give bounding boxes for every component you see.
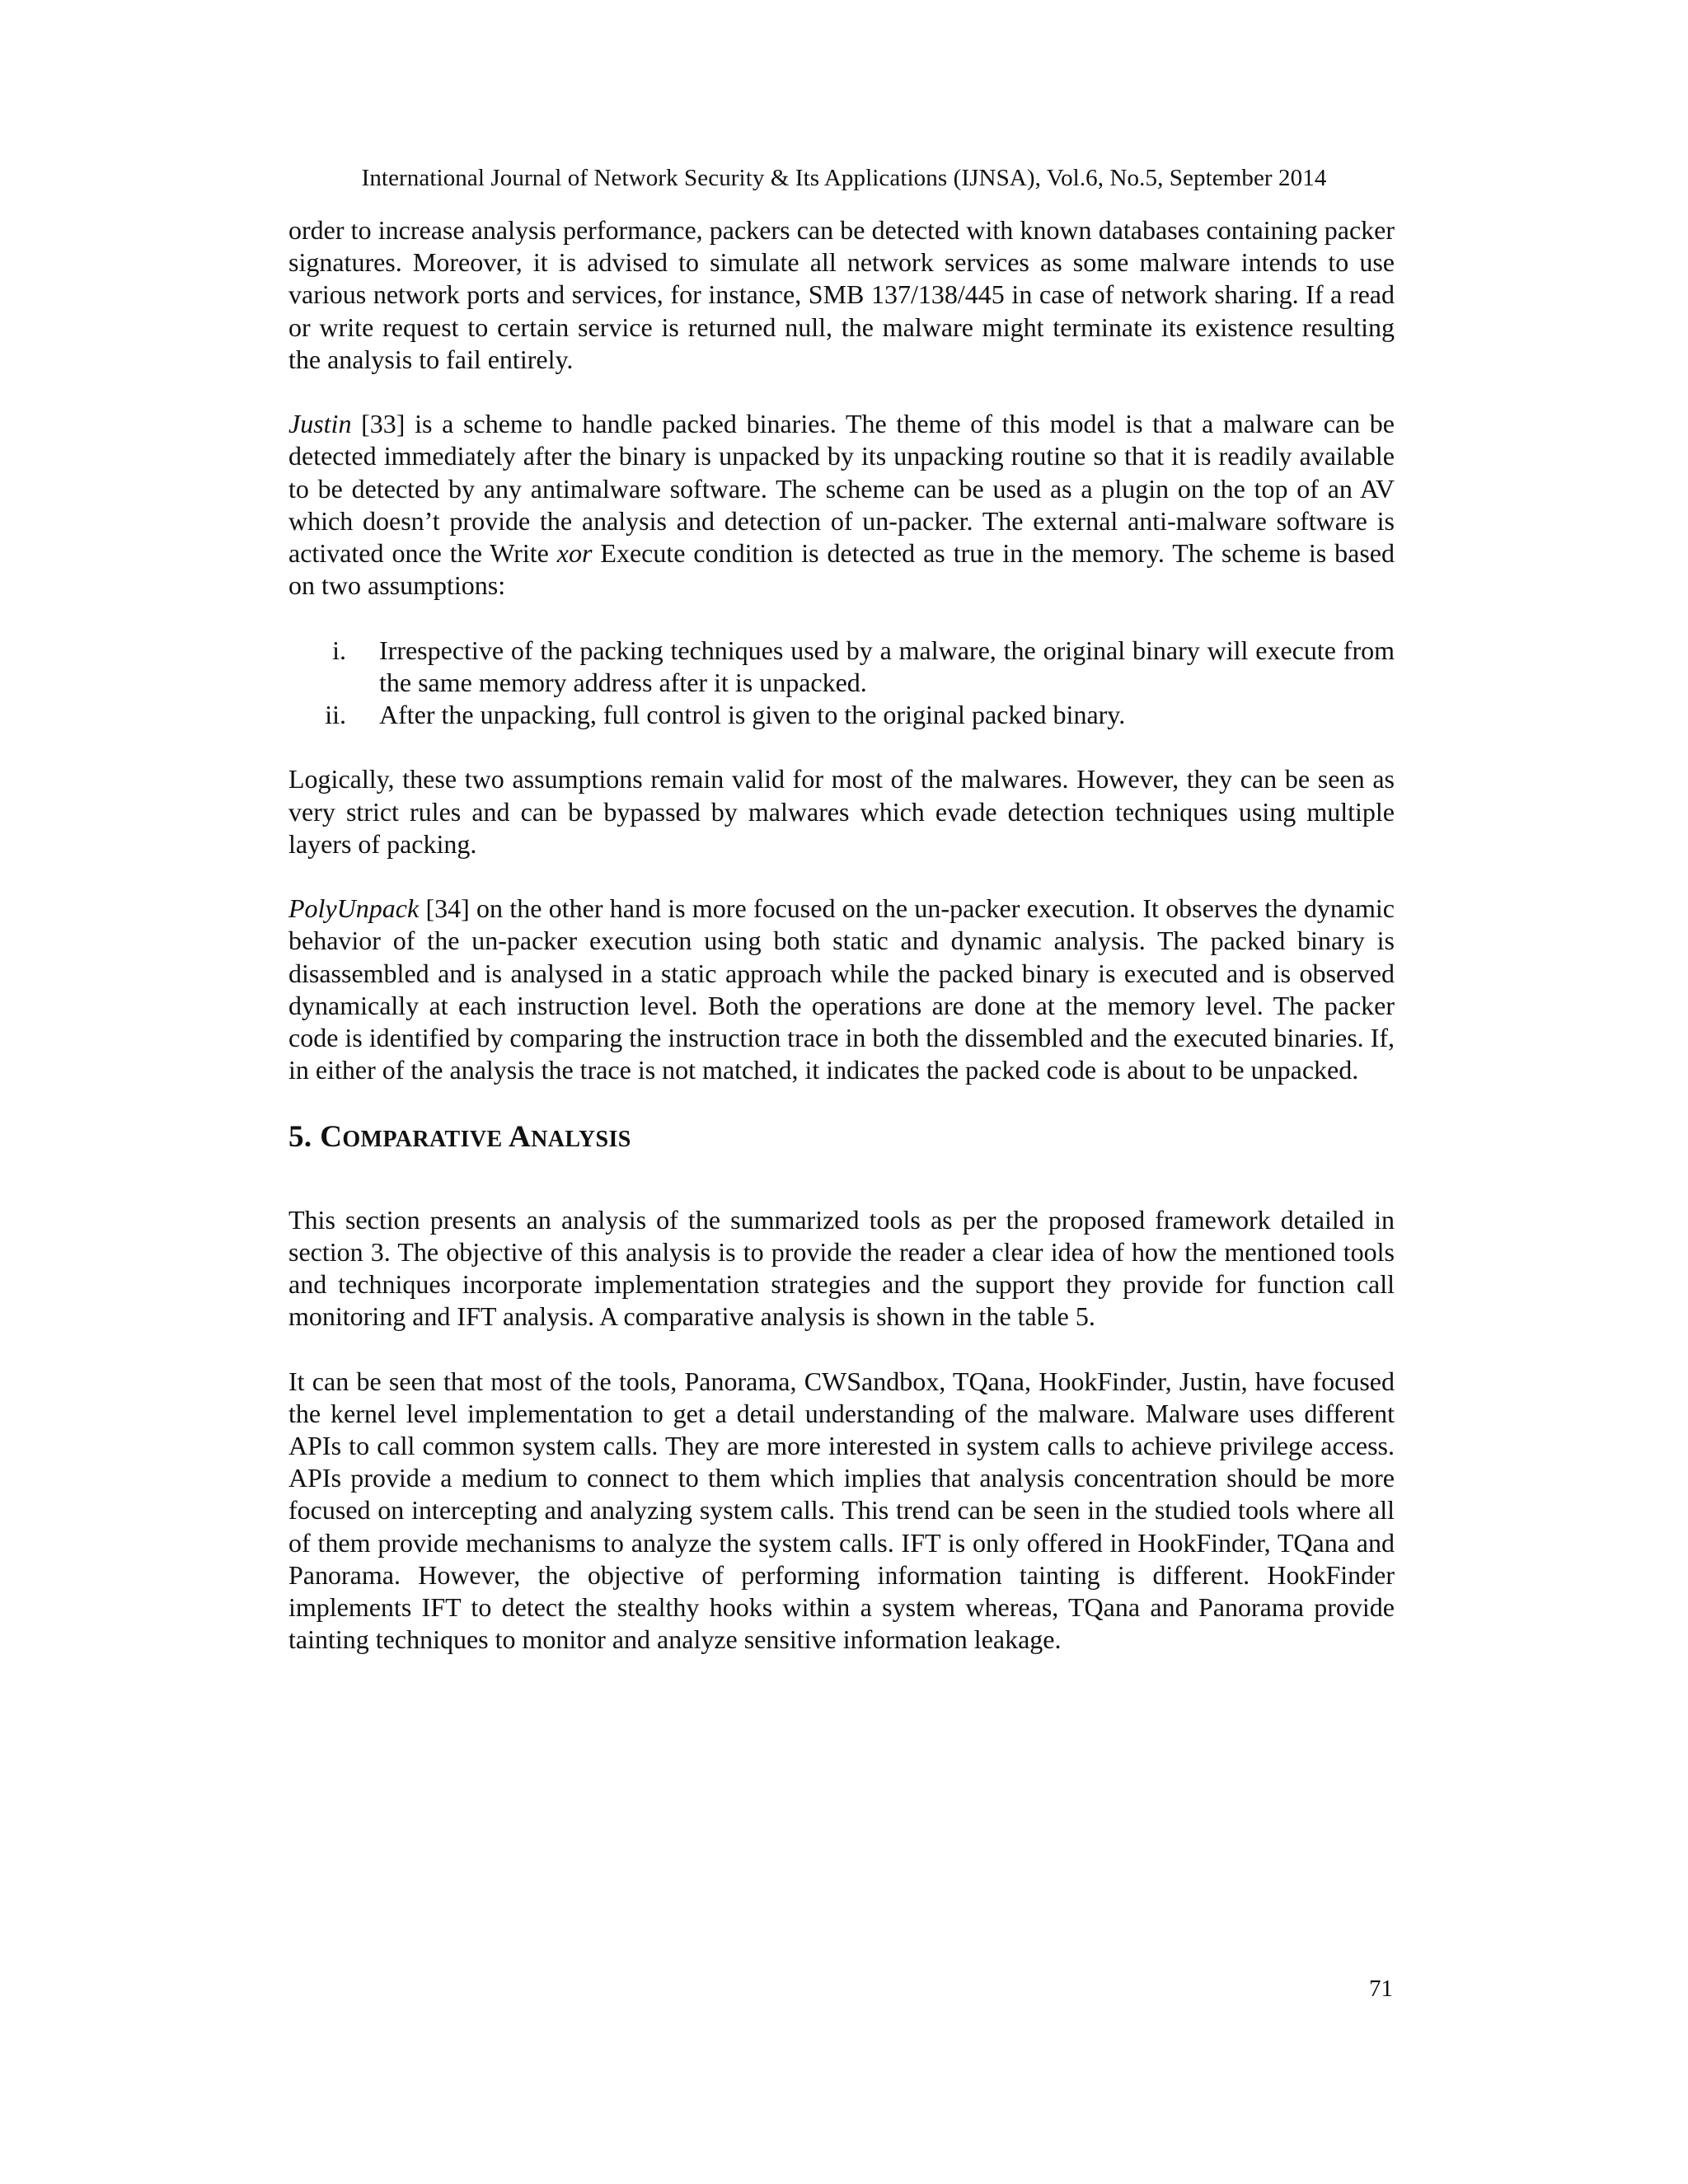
paragraph-tools-summary: It can be seen that most of the tools, Panorama, CWSandbox, TQana, HookFinder, Justin, have focused the kernel level implementation to get a detail understanding of the malware. Malware uses different APIs to call common system calls. They are more interested in system calls to achieve privilege access. APIs provide a medium to connect to them which implies that analysis concentration should be more focused on intercepting and analyzing system calls. This trend can be seen in the studied tools where all of them provide mechanisms to analyze the system calls. IFT is only offered in HookFinder, TQana and Panorama. However, the objective of performing information tainting is different. HookFinder implements IFT to detect the stealthy hooks within a system whereas, TQana and Panorama provide tainting techniques to monitor and analyze sensitive information leakage.	[288, 1366, 1395, 1655]
list-item-text: Irrespective of the packing techniques used by a malware, the original binary will execute from the same memory address after it is unpacked.	[379, 635, 1395, 697]
heading-rest-1: OMPARATIVE	[342, 1126, 509, 1152]
heading-rest-2: NALYSIS	[531, 1126, 631, 1152]
polyunpack-name: PolyUnpack	[288, 893, 420, 924]
paragraph-polyunpack	[288, 893, 1395, 1086]
justin-text-b: Execute condition is detected as true in the memory. The scheme is based on two assumptions:	[288, 538, 1395, 601]
heading-cap-2: A	[509, 1119, 532, 1154]
paragraph-packer-detection: order to increase analysis performance, packers can be detected with known databases containing packer signatures. Moreover, it is advised to simulate all network services as some malware intends to use various network ports and services, for instance, SMB 137/138/445 in case of network sharing. If a read or write request to certain service is returned null, the malware might terminate its existence resulting the analysis to fail entirely.	[288, 215, 1395, 374]
paragraph-logically: Logically, these two assumptions remain valid for most of the malwares. However, they can be seen as very strict rules and can be bypassed by malwares which evade detection techniques using multiple layers of packing.	[288, 764, 1395, 859]
running-header: International Journal of Network Security & Its Applications (IJNSA), Vol.6, No.5, September 2014	[361, 165, 1327, 191]
heading-cap-1: C	[320, 1119, 343, 1154]
assumptions-list	[288, 635, 1395, 732]
justin-text-a: [33] is a scheme to handle packed binaries. The theme of this model is that a malware can be detected immediately after the binary is unpacked by its unpacking routine so that it is readily available to be detected by any antimalware software. The scheme can be used as a plugin on the top of an AV which doesn’t provide the analysis and detection of un-packer. The external anti-malware software is activated once the Write	[288, 409, 1395, 569]
page-number: 71	[1369, 1975, 1393, 2002]
paragraph-justin	[288, 408, 1395, 602]
list-item	[288, 699, 1395, 731]
list-item	[288, 635, 1395, 699]
list-item-number: ii.	[325, 700, 346, 730]
paragraph-section-intro: This section presents an analysis of the summarized tools as per the proposed framework detailed in section 3. The objective of this analysis is to provide the reader a clear idea of how the mentioned tools and techniques incorporate implementation strategies and the support they provide for function call monitoring and IFT analysis. A comparative analysis is shown in the table 5.	[288, 1204, 1395, 1332]
list-item-text: After the unpacking, full control is given to the original packed binary.	[379, 700, 1126, 730]
justin-name: Justin	[288, 409, 352, 439]
section-number: 5.	[288, 1119, 321, 1154]
body-text	[288, 214, 1395, 1689]
section-heading	[288, 1119, 1395, 1158]
polyunpack-text: [34] on the other hand is more focused on the un-packer execution. It observes the dynamic behavior of the un-packer execution using both static and dynamic analysis. The packed binary is disassembled and is analysed in a static approach while the packed binary is executed and is observed dynamically at each instruction level. Both the operations are done at the memory level. The packer code is identified by comparing the instruction trace in both the dissembled and the executed binaries. If, in either of the analysis the trace is not matched, it indicates the packed code is about to be unpacked.	[288, 893, 1395, 1085]
xor-term: xor	[556, 538, 593, 569]
list-item-number: i.	[332, 635, 346, 665]
